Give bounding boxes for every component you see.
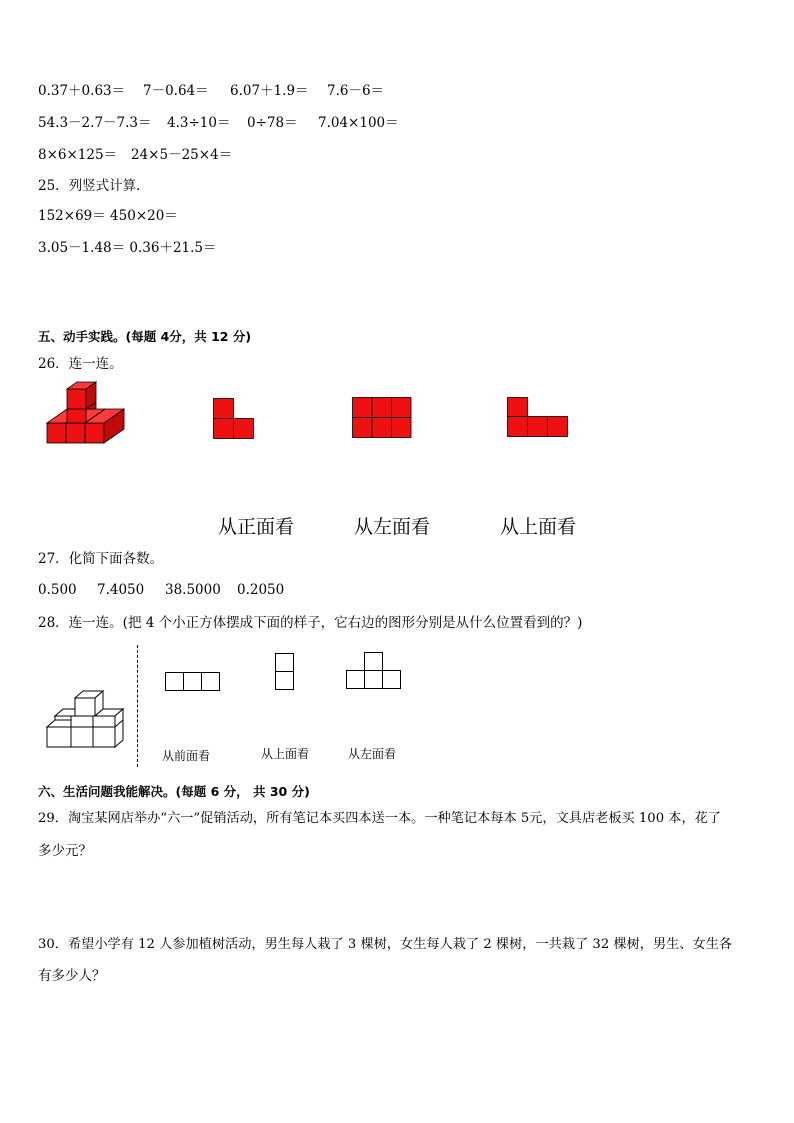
arith-r1-c3: 6.07＋1.9＝: [230, 83, 309, 99]
q27-title: 27．化简下面各数。: [38, 551, 164, 567]
q30-line1: 30．希望小学有 12 人参加植树活动，男生每人栽了 3 棵树，女生每人栽了 2 棵树，一共栽了 32 棵树，男生、女生各: [38, 937, 733, 952]
arith-r1-c4: 7.6－6＝: [327, 83, 385, 99]
arith-r2-c3: 0÷78＝: [247, 115, 298, 131]
q29-line2: 多少元？: [38, 843, 92, 859]
q27-num-3: 38.5000: [165, 582, 221, 598]
q27-num-4: 0.2050: [237, 582, 285, 598]
section6-title: 六、生活问题我能解决。(每题 6 分， 共 30 分): [38, 784, 310, 799]
q28-label-left: 从左面看: [348, 747, 397, 761]
arith-r2-c4: 7.04×100＝: [318, 115, 399, 131]
arith-r3-c1: 8×6×125＝: [38, 147, 118, 163]
q26-label-top: 从上面看: [500, 516, 577, 538]
section5-title: 五、动手实践。(每题 4分，共 12 分): [38, 329, 252, 344]
q26-iso-cube-figure: [40, 385, 130, 450]
q26-view-a: [213, 398, 255, 440]
q26-view-b: [352, 397, 412, 439]
q28-view-front: [165, 672, 221, 692]
q25-title: 25．列竖式计算．: [38, 178, 150, 194]
arith-r1-c1: 0.37＋0.63＝: [38, 83, 126, 99]
q27-num-2: 7.4050: [97, 582, 145, 598]
arith-r1-c2: 7－0.64＝: [143, 83, 209, 99]
arith-r3-c2: 24×5－25×4＝: [131, 147, 233, 163]
q30-line2: 有多少人？: [38, 968, 106, 984]
q29-line1: 29．淘宝某网店举办“六一”促销活动，所有笔记本买四本送一本。一种笔记本每本 5元，文具店老板买 100 本，花了: [38, 811, 722, 826]
q28-label-front: 从前面看: [162, 749, 211, 763]
q26-view-c: [507, 397, 569, 439]
q28-cube-stack: [45, 690, 125, 750]
arith-r2-c1: 54.3－2.7－7.3＝: [38, 115, 152, 131]
q26-label-front: 从正面看: [218, 516, 295, 538]
q27-num-1: 0.500: [38, 582, 77, 598]
q28-divider: [137, 645, 138, 767]
q28-title: 28．连一连。(把 4 个小正方体摆成下面的样子，它右边的图形分别是从什么位置看到的？): [38, 615, 583, 631]
q25-line1: 152×69＝ 450×20＝: [38, 208, 178, 224]
q25-line2: 3.05－1.48＝ 0.36＋21.5＝: [38, 240, 217, 256]
q28-view-left: [346, 652, 402, 690]
q28-label-top: 从上面看: [261, 747, 310, 761]
q26-title: 26．连一连。: [38, 356, 123, 372]
q28-view-top: [275, 653, 295, 691]
arith-r2-c2: 4.3÷10＝: [167, 115, 231, 131]
q26-label-left: 从左面看: [354, 516, 431, 538]
